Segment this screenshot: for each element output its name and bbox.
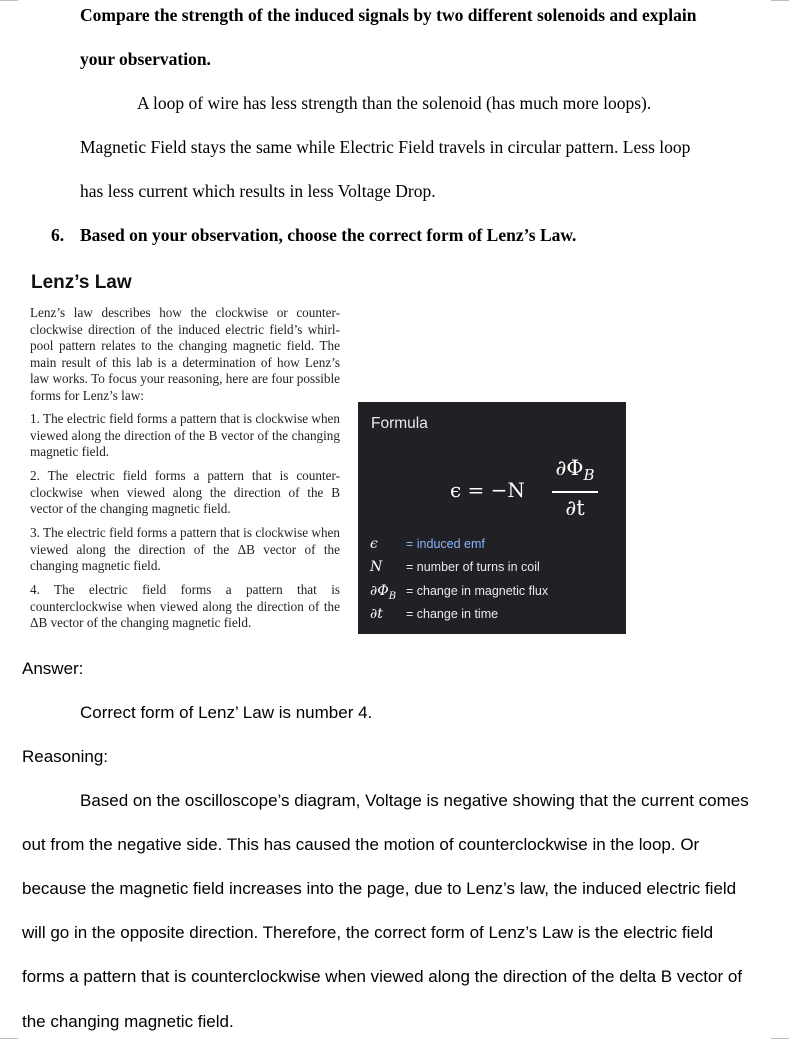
legend-row: [370, 606, 498, 622]
numerator-subscript: B: [583, 466, 595, 485]
lenz-intro: Lenz’s law describes how the clockwise or counter-clockwise direction of the induced electric field’s whirl-pool pattern relates to the changing magnetic field. The main result of this lab is a determination of how Lenz’s law works. To focus your reasoning, here are four possible forms for Lenz’s law:: [30, 305, 340, 403]
formula-title: Formula: [371, 415, 428, 432]
answer-text: Correct form of Lenz’ Law is number 4.: [80, 703, 373, 722]
legend-symbol-sub: B: [388, 590, 397, 602]
legend-symbol: [370, 583, 406, 605]
question5-line1: Compare the strength of the induced signals by two different solenoids and explain: [80, 5, 697, 25]
answer5-line3: has less current which results in less Voltage Drop.: [80, 181, 436, 201]
equation-lhs: ϵ = −N: [450, 478, 525, 502]
lenz-item-3: 3. The electric field forms a pattern that is clockwise when viewed along the direction of the ΔB vector of the changing magnetic field.: [30, 525, 340, 574]
legend-row: [370, 559, 540, 575]
reasoning-line-5: forms a pattern that is counterclockwise when viewed along the direction of the delta B vector of: [22, 967, 743, 986]
lenz-title: Lenz’s Law: [31, 272, 132, 293]
legend-row: [370, 583, 548, 605]
legend-symbol: N: [370, 559, 383, 575]
reasoning-label: Reasoning:: [22, 747, 109, 766]
legend-symbol: ∂t: [370, 606, 383, 622]
crop-mark-top-right: [771, 0, 789, 1]
question6-text: Based on your observation, choose the correct form of Lenz’s Law.: [80, 225, 577, 245]
numerator-symbol: ∂Φ: [555, 456, 584, 480]
lenz-item-2: 2. The electric field forms a pattern that is counter-clockwise when viewed along the direction of the B vector of the changing magnetic field.: [30, 468, 340, 517]
equation-denominator: ∂t: [565, 495, 585, 520]
lenz-item-1: 1. The electric field forms a pattern that is clockwise when viewed along the direction of the B vector of the changing magnetic field.: [30, 411, 340, 460]
reasoning-line-1: Based on the oscilloscope’s diagram, Voltage is negative showing that the current comes: [80, 791, 749, 810]
legend-row: [370, 536, 485, 552]
crop-mark-top-left: [0, 0, 18, 1]
legend-desc: = change in magnetic flux: [406, 584, 549, 598]
reasoning-line-6: the changing magnetic field.: [22, 1012, 234, 1031]
reasoning-line-3: because the magnetic field increases into the page, due to Lenz’s law, the induced electric field: [22, 879, 737, 898]
answer-label: Answer:: [22, 659, 84, 678]
formula-card: [358, 402, 626, 634]
reasoning-line-4: will go in the opposite direction. Therefore, the correct form of Lenz’s Law is the electric field: [22, 923, 714, 942]
answer5-line2: Magnetic Field stays the same while Electric Field travels in circular pattern. Less loop: [80, 137, 691, 157]
question5-line2: your observation.: [80, 49, 211, 69]
answer5-line1: A loop of wire has less strength than the solenoid (has much more loops).: [137, 93, 652, 113]
equation-fraction: [550, 452, 600, 523]
question6-number: 6.: [51, 225, 65, 245]
legend-desc: = number of turns in coil: [406, 560, 540, 574]
equation-numerator: [550, 452, 600, 491]
legend-symbol-main: ∂Φ: [370, 583, 389, 599]
legend-desc: = change in time: [406, 607, 499, 621]
lenz-item-4: 4. The electric field forms a pattern that is counterclockwise when viewed along the direction of the ΔB vector of the changing magnetic field.: [30, 582, 340, 631]
legend-symbol: ϵ: [370, 536, 378, 552]
reasoning-line-2: out from the negative side. This has caused the motion of counterclockwise in the loop. Or: [22, 835, 700, 854]
legend-desc: = induced emf: [406, 537, 485, 551]
